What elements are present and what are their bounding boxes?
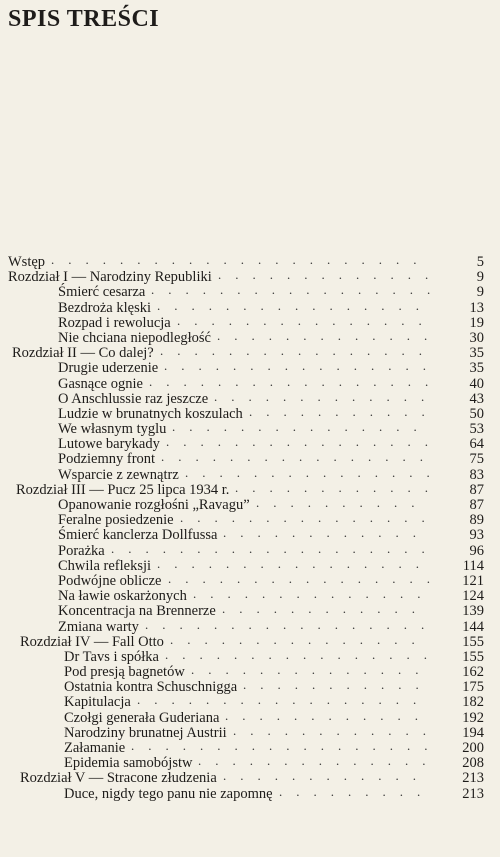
- toc-entry-title: Epidemia samobójstw: [64, 755, 193, 772]
- dot-leader: ................: [166, 434, 442, 450]
- dot-leader: ...............: [172, 419, 431, 435]
- dot-leader: .................: [137, 692, 431, 708]
- toc-page-number: 155: [462, 633, 484, 650]
- toc-page-number: 87: [469, 481, 484, 498]
- toc-entry-title: Wstęp: [8, 254, 46, 270]
- toc-entry-title: Koncentracja na Brennerze: [58, 603, 216, 620]
- dot-leader: ...............: [180, 510, 439, 526]
- dot-leader: ...............: [170, 631, 429, 647]
- toc-page-number: 192: [462, 709, 484, 726]
- toc-page-number: 194: [462, 724, 484, 741]
- toc-page-number: 35: [469, 345, 484, 362]
- dot-leader: .............: [217, 327, 442, 343]
- toc-entry-title: Zmiana warty: [58, 618, 139, 635]
- toc-entry-title: Porażka: [58, 542, 105, 559]
- toc-page-number: 213: [462, 770, 484, 787]
- toc-page-number: 53: [469, 421, 484, 438]
- dot-leader: ..............: [191, 662, 433, 678]
- toc-page-number: 114: [462, 557, 484, 574]
- toc-page-number: 43: [469, 390, 484, 407]
- dot-leader: ............: [222, 601, 429, 617]
- dot-leader: ................: [161, 449, 437, 465]
- dot-leader: ............: [233, 722, 440, 738]
- dot-leader: .............: [214, 388, 439, 404]
- toc-entry-title: Feralne posiedzenie: [58, 512, 174, 529]
- toc-entry-title: Podziemny front: [58, 451, 156, 468]
- toc-entry-title: Narodziny brunatnej Austrii: [64, 724, 227, 741]
- toc-page-number: 19: [469, 314, 484, 331]
- toc-entry-title: Opanowanie rozgłośni „Ravagu”: [58, 497, 250, 513]
- dot-leader: ............: [235, 479, 442, 495]
- toc-entry-title: Na ławie oskarżonych: [58, 588, 187, 605]
- toc-page-number: 96: [469, 542, 484, 559]
- dot-leader: ................: [165, 646, 441, 662]
- dot-leader: ............: [225, 707, 432, 723]
- toc-page-number: 89: [469, 512, 484, 529]
- dot-leader: ...........: [249, 403, 439, 419]
- toc-page-number: 5: [476, 254, 484, 270]
- toc-entry-title: Bezdroża klęski: [58, 299, 152, 316]
- toc-entry-title: Podwójne oblicze: [58, 572, 162, 589]
- dot-leader: ................: [160, 343, 436, 359]
- toc-entry-title: Rozdział I — Narodziny Republiki: [8, 269, 212, 286]
- toc-page-number: 13: [469, 299, 484, 316]
- toc-page-number: 64: [469, 436, 484, 453]
- toc-page-number: 155: [462, 648, 484, 665]
- toc-entry-title: Rozdział IV — Fall Otto: [20, 633, 164, 650]
- toc-entry-title: Załamanie: [64, 740, 126, 756]
- toc-page-number: 40: [469, 375, 484, 392]
- dot-leader: ...............: [185, 464, 444, 480]
- toc-entry-title: Rozdział II — Co dalej?: [12, 345, 154, 362]
- toc-entry-title: Drugie uderzenie: [58, 360, 159, 377]
- toc-entry-title: Rozdział V — Stracone złudzenia: [20, 770, 217, 787]
- toc-page-number: 208: [462, 755, 484, 772]
- dot-leader: ................: [168, 570, 444, 586]
- dot-leader: ............: [223, 525, 430, 541]
- dot-leader: .................: [149, 373, 443, 389]
- toc-entry-title: Czołgi generała Guderiana: [64, 709, 220, 726]
- dot-leader: .........: [279, 783, 435, 799]
- toc-entry-title: Rozdział III — Pucz 25 lipca 1934 r.: [16, 481, 230, 498]
- toc-section-row: [0, 783, 500, 802]
- toc-entry-title: Duce, nigdy tego panu nie zapomnę: [64, 785, 273, 802]
- toc-entry-title: Lutowe barykady: [58, 436, 160, 453]
- toc-page-number: 75: [469, 451, 484, 468]
- toc-page-number: 162: [462, 664, 484, 681]
- toc-page-number: 121: [462, 572, 484, 589]
- toc-entry-title: Chwila refleksji: [58, 557, 152, 574]
- dot-leader: ................: [157, 297, 433, 313]
- dot-leader: ..........: [256, 495, 429, 510]
- toc-entry-title: Kapitulacja: [64, 694, 131, 711]
- toc-entry-title: Nie chciana niepodległość: [58, 329, 211, 346]
- dot-leader: .............: [218, 267, 443, 283]
- dot-leader: ................: [164, 358, 440, 374]
- toc-page-number: 182: [462, 694, 484, 711]
- toc-entry-title: Śmierć cesarza: [58, 284, 146, 301]
- dot-leader: .................: [151, 282, 445, 298]
- toc-entry-title: Gasnące ognie: [58, 375, 143, 392]
- toc-entry-title: Rozpad i rewolucja: [58, 314, 171, 331]
- dot-leader: ......................: [51, 252, 431, 267]
- dot-leader: ............: [223, 768, 430, 784]
- dot-leader: ..................: [131, 738, 442, 753]
- table-of-contents: [0, 252, 500, 802]
- toc-page-number: 124: [462, 588, 484, 605]
- toc-entry-title: Ostatnia kontra Schuschnigga: [64, 679, 238, 696]
- toc-entry-title: O Anschlussie raz jeszcze: [58, 390, 209, 407]
- toc-entry-title: Pod presją bagnetów: [64, 664, 185, 681]
- toc-page-number: 213: [462, 785, 484, 802]
- toc-entry-title: Ludzie w brunatnych koszulach: [58, 405, 243, 422]
- dot-leader: ..............: [193, 586, 435, 602]
- toc-entry-title: Śmierć kanclerza Dollfussa: [58, 527, 218, 544]
- dot-leader: .................: [145, 616, 439, 632]
- toc-page-number: 35: [469, 360, 484, 377]
- toc-page-number: 139: [462, 603, 484, 620]
- toc-page-number: 200: [462, 740, 484, 756]
- toc-entry-title: Dr Tavs i spółka: [64, 648, 159, 665]
- toc-page-number: 9: [476, 284, 484, 301]
- dot-leader: ................: [157, 555, 433, 571]
- toc-page-number: 93: [469, 527, 484, 544]
- toc-page-number: 30: [469, 329, 484, 346]
- toc-page-number: 50: [469, 405, 484, 422]
- dot-leader: ...............: [177, 312, 436, 328]
- toc-page-number: 87: [469, 497, 484, 513]
- toc-entry-title: We własnym tyglu: [58, 421, 167, 438]
- toc-page-number: 83: [469, 466, 484, 483]
- dot-leader: ...................: [111, 540, 439, 556]
- toc-page-number: 175: [462, 679, 484, 696]
- toc-entry-title: Wsparcie z zewnątrz: [58, 466, 179, 483]
- page-title: SPIS TREŚCI: [8, 6, 160, 32]
- toc-page-number: 9: [476, 269, 484, 286]
- toc-page-number: 144: [462, 618, 484, 635]
- dot-leader: ..............: [198, 753, 440, 769]
- dot-leader: ...........: [243, 677, 433, 693]
